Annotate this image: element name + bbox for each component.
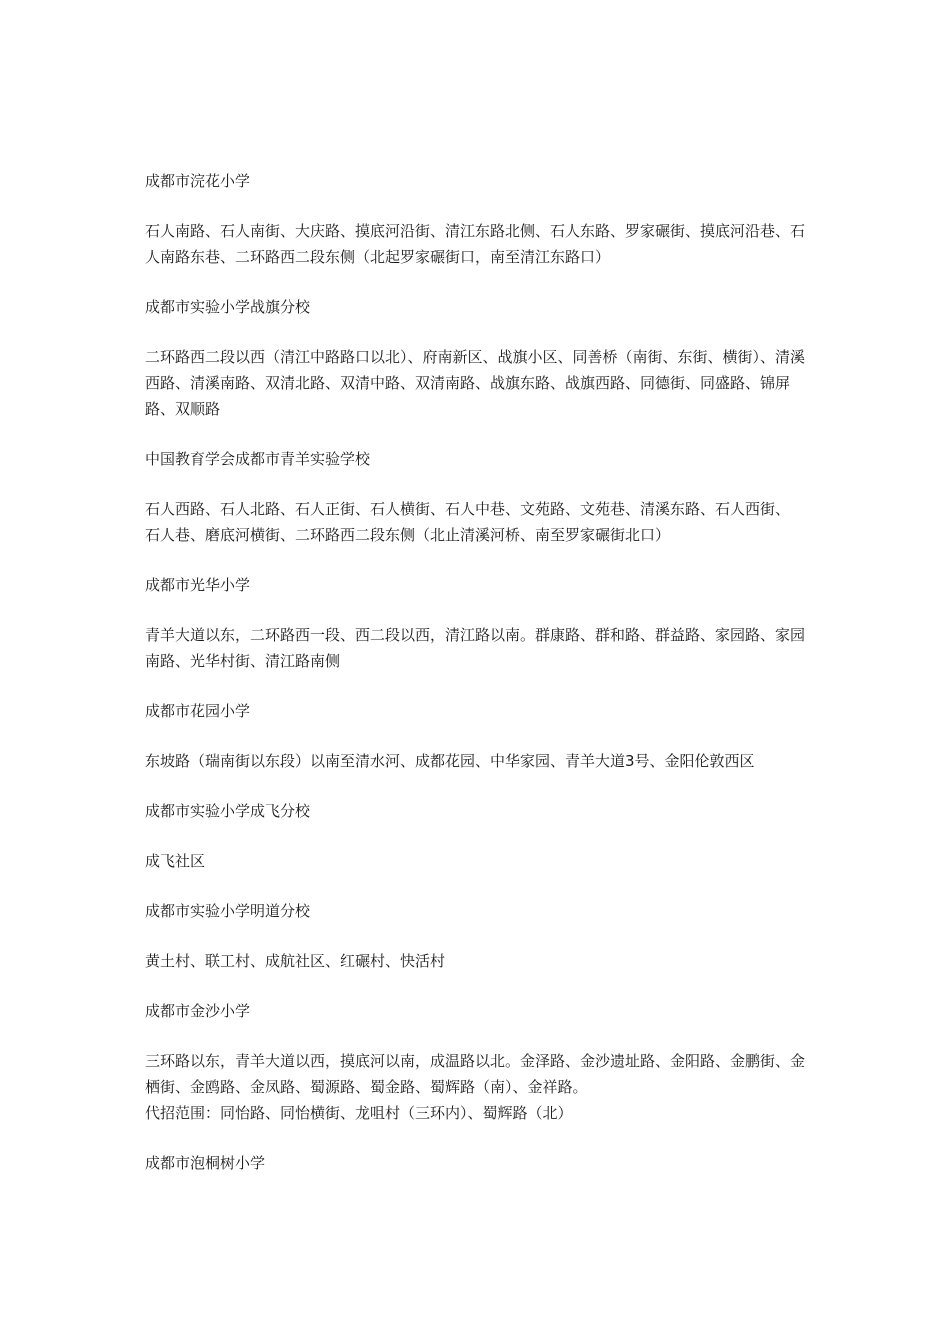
district-line: 东坡路（瑞南街以东段）以南至清水河、成都花园、中华家园、青羊大道3号、金阳伦敦西区 xyxy=(145,752,755,770)
district-area xyxy=(145,218,810,270)
district-line: 黄土村、联工村、成航社区、红碾村、快活村 xyxy=(145,952,446,970)
document-body xyxy=(145,168,810,1200)
district-area xyxy=(145,622,810,674)
district-line: 石人西路、石人北路、石人正街、石人横街、石人中巷、文苑路、文苑巷、清溪东路、石人西街、 xyxy=(145,500,791,518)
school-name: 成都市泡桐树小学 xyxy=(145,1154,266,1172)
school-name: 成都市花园小学 xyxy=(145,702,251,720)
district-area xyxy=(145,344,810,422)
school-name: 成都市浣花小学 xyxy=(145,172,251,190)
district-area xyxy=(145,848,810,874)
school-name: 成都市实验小学战旗分校 xyxy=(145,298,311,316)
district-line: 代招范围：同怡路、同怡横街、龙咀村（三环内）、蜀辉路（北） xyxy=(145,1104,573,1122)
school-name: 中国教育学会成都市青羊实验学校 xyxy=(145,450,371,468)
school-name: 成都市实验小学明道分校 xyxy=(145,902,311,920)
district-line: 二环路西二段以西（清江中路路口以北）、府南新区、战旗小区、同善桥（南街、东街、横街）、清溪西路、清溪南路、双清北路、双清中路、双清南路、战旗东路、战旗西路、同德街、同盛路、锦屏路、双顺路 xyxy=(145,348,806,418)
district-line: 石人南路、石人南街、大庆路、摸底河沿街、清江东路北侧、石人东路、罗家碾街、摸底河沿巷、石人南路东巷、二环路西二段东侧（北起罗家碾街口，南至清江东路口） xyxy=(145,222,806,266)
school-name: 成都市实验小学成飞分校 xyxy=(145,802,311,820)
district-line: 青羊大道以东，二环路西一段、西二段以西，清江路以南。群康路、群和路、群益路、家园路、家园南路、光华村街、清江路南侧 xyxy=(145,626,806,670)
district-line: 成飞社区 xyxy=(145,852,206,870)
school-name: 成都市光华小学 xyxy=(145,576,251,594)
district-line: 三环路以东，青羊大道以西，摸底河以南，成温路以北。金泽路、金沙遗址路、金阳路、金鹏街、金栖街、金鸥路、金凤路、蜀源路、蜀金路、蜀辉路（南）、金祥路。 xyxy=(145,1052,806,1096)
district-area xyxy=(145,948,810,974)
school-name: 成都市金沙小学 xyxy=(145,1002,251,1020)
district-area xyxy=(145,748,810,774)
district-area xyxy=(145,496,810,548)
district-line: 石人巷、磨底河横街、二环路西二段东侧（北止清溪河桥、南至罗家碾街北口） xyxy=(145,526,671,544)
district-area xyxy=(145,1048,810,1126)
